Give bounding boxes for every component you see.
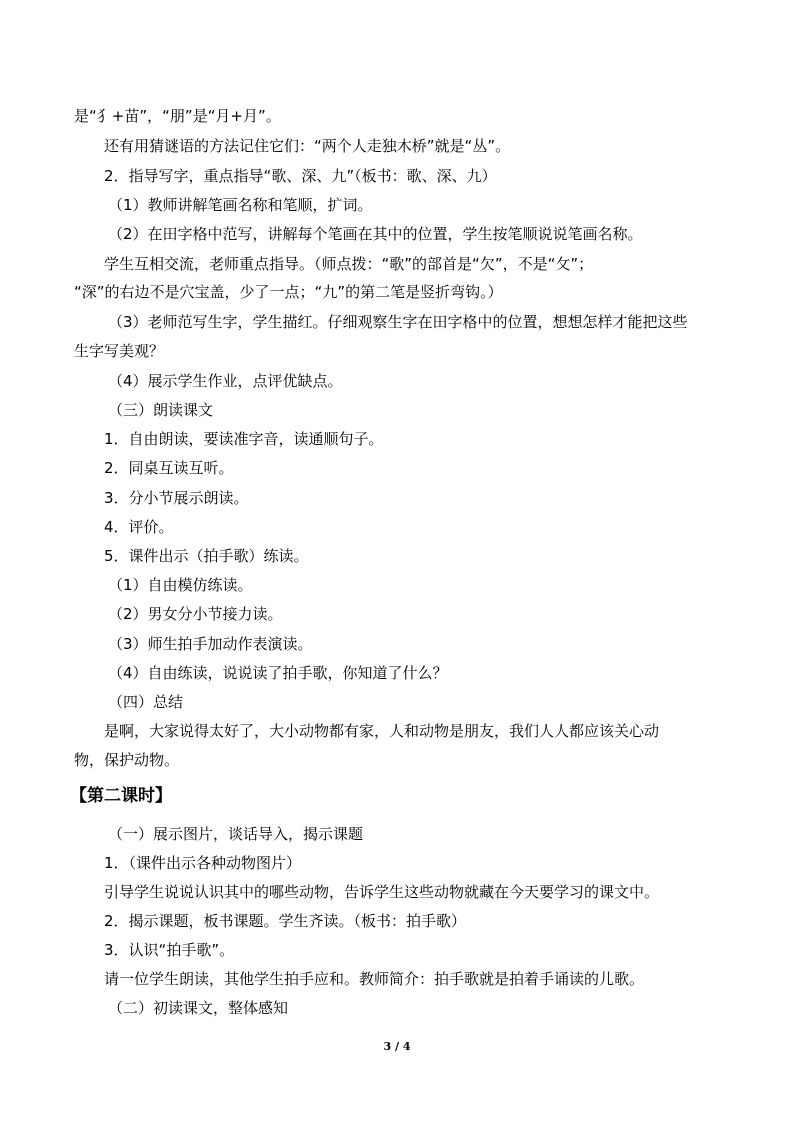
text-line: 2．同桌互读互听。 — [104, 459, 234, 477]
text-line: （二）初读课文，整体感知 — [108, 999, 289, 1017]
text-line: “深”的右边不是穴宝盖，少了一点；“九”的第二笔是竖折弯钩。） — [74, 283, 503, 301]
text-line: 是“犭+苗”，“朋”是“月+月”。 — [74, 107, 281, 125]
text-line: （一）展示图片，谈话导入，揭示课题 — [108, 825, 364, 843]
text-line: （2）男女分小节接力读。 — [108, 605, 283, 623]
text-line: 引导学生说说认识其中的哪些动物，告诉学生这些动物就藏在今天要学习的课文中。 — [104, 883, 660, 901]
text-line: 1．自由朗读，要读准字音，读通顺句子。 — [104, 430, 384, 448]
text-line: 4．评价。 — [104, 518, 174, 536]
text-line: 2．揭示课题，板书课题。学生齐读。（板书：拍手歌） — [104, 912, 467, 930]
text-line: （三）朗读课文 — [108, 401, 214, 419]
text-line: 3．认识“拍手歌”。 — [104, 941, 235, 959]
text-line: 2．指导写字，重点指导“歌、深、九”（板书：歌、深、九） — [104, 167, 497, 185]
text-line: 5．课件出示（拍手歌）练读。 — [104, 547, 309, 565]
text-line: （1）教师讲解笔画名称和笔顺，扩词。 — [108, 196, 373, 214]
text-line: 3．分小节展示朗读。 — [104, 489, 249, 507]
text-line: 请一位学生朗读，其他学生拍手应和。教师简介：拍手歌就是拍着手诵读的儿歌。 — [104, 970, 645, 988]
text-line: 学生互相交流，老师重点指导。（师点拨：“歌”的部首是“欠”，不是“攵”； — [104, 255, 594, 273]
text-line: 生字写美观？ — [74, 342, 165, 360]
text-line: 是啊，大家说得太好了，大小动物都有家，人和动物是朋友，我们人人都应该关心动 — [104, 722, 660, 740]
section-heading: 【第二课时】 — [70, 786, 172, 806]
text-line: （4）展示学生作业，点评优缺点。 — [108, 372, 343, 390]
page-number: 3 / 4 — [383, 1040, 411, 1053]
text-line: （四）总结 — [108, 693, 184, 711]
text-line: （3）老师范写生字，学生描红。仔细观察生字在田字格中的位置，想想怎样才能把这些 — [108, 313, 688, 331]
text-line: （3）师生拍手加动作表演读。 — [108, 635, 313, 653]
text-line: （2）在田字格中范写，讲解每个笔画在其中的位置，学生按笔顺说说笔画名称。 — [108, 225, 643, 243]
text-line: （4）自由练读，说说读了拍手歌，你知道了什么？ — [108, 664, 448, 682]
text-line: 1．（课件出示各种动物图片） — [104, 854, 302, 872]
text-line: 物，保护动物。 — [74, 751, 180, 769]
text-line: 还有用猜谜语的方法记住它们：“两个人走独木桥”就是“丛”。 — [104, 137, 511, 155]
text-line: （1）自由模仿练读。 — [108, 576, 253, 594]
